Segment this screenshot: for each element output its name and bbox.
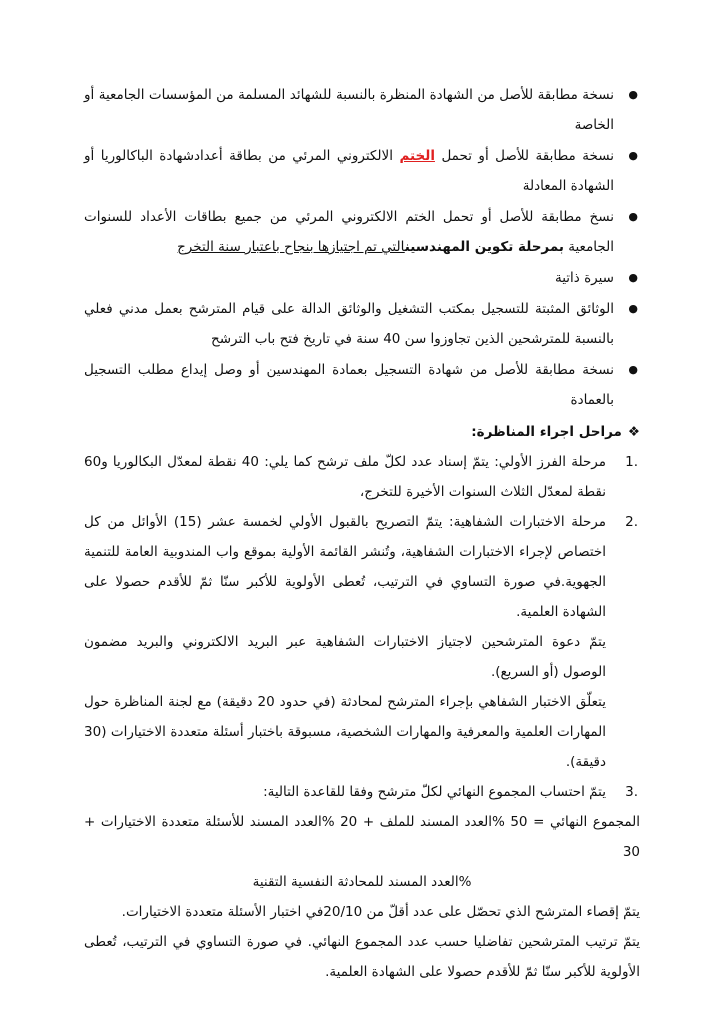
competition-steps-list-cont <box>84 777 640 807</box>
step2-invitation-paragraph: يتمّ دعوة المترشحين لاجتياز الاختبارات الشفاهية عبر البريد الالكتروني والبريد مضمون الوصول (أو السريع). <box>84 634 606 680</box>
ranking-rule: يتمّ ترتيب المترشحين تفاضليا حسب عدد المجموع النهائي. في صورة التساوي في الترتيب، تُعطى الأولوية للأكبر سنّا ثمّ للأقدم حصولا على الشهادة العلمية. <box>84 934 640 980</box>
list-item: ● نسخة مطابقة للأصل من الشهادة المنظرة بالنسبة للشهائد المسلمة من المؤسسات الجامعية أو الخاصة <box>84 80 640 140</box>
list-item: ● الوثائق المثبتة للتسجيل بمكتب التشغيل والوثائق الدالة على قيام المترشح بعمل مدني فعلي بالنسبة للمترشحين الذين تجاوزوا سن 40 سنة في تاريخ فتح باب الترشح <box>84 294 640 354</box>
bullet-dot-icon: ● <box>628 363 638 376</box>
list-item: ● نسخ مطابقة للأصل أو تحمل الختم الالكتروني المرئي من جميع بطاقات الأعداد للسنوات الجامعية بمرحلة تكوين المهندسينالتي تم اجتيازها بنجاح باعتبار سنة التخرج <box>84 202 640 262</box>
highlighted-word: الختم <box>399 148 435 164</box>
underlined-phrase: التي تم اجتيازها بنجاح باعتبار سنة التخرج <box>177 239 405 255</box>
step-item: 1. مرحلة الفرز الأولي: يتمّ إسناد عدد لكلّ ملف ترشح كما يلي: 40 نقطة لمعدّل البكالوريا و60 نقطة لمعدّل الثلاث السنوات الأخيرة للتخرج، <box>84 454 638 500</box>
step-item: 2. مرحلة الاختبارات الشفاهية: يتمّ التصريح بالقبول الأولي لخمسة عشر (15) الأوائل من كل اختصاص لإجراء الاختبارات الشفاهية، وتُنشر القائمة الأولية بموقع واب المندوبية العامة للتنمية الجهوية.في صورة التساوي في الترتيب، تُعطى الأولوية للأكبر سنّا ثمّ للأقدم حصولا على الشهادة العلمية. <box>84 514 638 620</box>
required-documents-list <box>84 80 640 415</box>
step2-interview-paragraph: يتعلّق الاختبار الشفاهي بإجراء المترشح لمحادثة (في حدود 20 دقيقة) مع لجنة المناظرة حول المهارات العلمية والمعرفية والمهارات الشخصية، مسبوقة باختبار أسئلة متعددة الاختيارات (30 دقيقة). <box>84 694 606 770</box>
formula-line-2: %العدد المسند للمحادثة النفسية التقنية <box>252 874 472 890</box>
competition-steps-list <box>84 447 640 627</box>
bold-phrase: بمرحلة تكوين المهندسين <box>404 239 564 255</box>
exclusion-rule: يتمّ إقصاء المترشح الذي تحصّل على عدد أقلّ من 20/10في اختبار الأسئلة متعددة الاختيارات. <box>121 904 640 920</box>
bullet-dot-icon: ● <box>628 88 638 101</box>
list-item: ● سيرة ذاتية <box>84 263 640 293</box>
step-item: 3. يتمّ احتساب المجموع النهائي لكلّ مترشح وفقا للقاعدة التالية: <box>263 784 638 800</box>
bullet-dot-icon: ● <box>628 210 638 223</box>
section-heading: ❖مراحل اجراء المناظرة: <box>471 424 640 440</box>
bullet-dot-icon: ● <box>628 271 638 284</box>
formula-line-1: المجموع النهائي = 50 %العدد المسند للملف + 20 %العدد المسند للأسئلة متعددة الاختيارات + 30 <box>84 814 640 860</box>
document-body <box>84 80 640 987</box>
list-item: ● نسخة مطابقة للأصل أو تحمل الختم الالكتروني المرئي من بطاقة أعدادشهادة الباكالوريا أو الشهادة المعادلة <box>84 141 640 201</box>
list-item: ● نسخة مطابقة للأصل من شهادة التسجيل بعمادة المهندسين أو وصل إيداع مطلب التسجيل بالعمادة <box>84 355 640 415</box>
bullet-dot-icon: ● <box>628 302 638 315</box>
bullet-dot-icon: ● <box>628 149 638 162</box>
diamond-bullet-icon: ❖ <box>627 424 640 440</box>
